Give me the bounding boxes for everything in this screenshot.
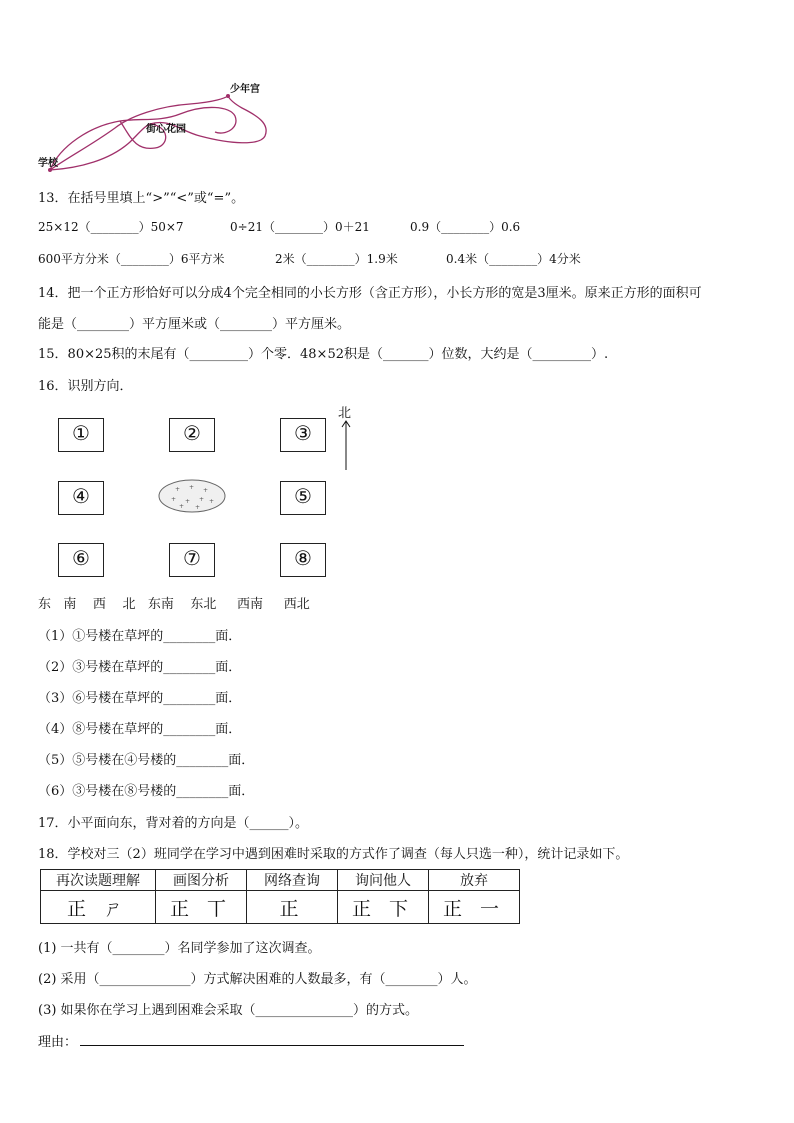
q13-r1-a: 25×12（________）50×7 [38, 220, 184, 234]
q15-text: 15．80×25积的末尾有（_________）个零．48×52积是（_______）位数，大约是（_________）. [38, 347, 609, 362]
north-arrow-icon [338, 418, 354, 472]
svg-text:+: + [203, 487, 209, 494]
q16-item-4: （4）⑧号楼在草坪的________面． [38, 722, 242, 737]
label-garden: 街心花园 [146, 124, 186, 135]
svg-text:+: + [189, 484, 195, 491]
tally-header: 网络查询 [247, 870, 338, 891]
q16-item-3: （3）⑥号楼在草坪的________面． [38, 691, 242, 706]
svg-text:+: + [171, 496, 177, 503]
tally-table [40, 869, 520, 924]
q18-title: 18．学校对三（2）班同学在学习中遇到困难时采取的方式作了调查（每人只选一种），统计记录如下。 [38, 847, 629, 862]
svg-text:+: + [195, 504, 201, 511]
building-8: ⑧ [280, 543, 326, 577]
building-6: ⑥ [58, 543, 104, 577]
q13-title: 13．在括号里填上“>”“<”或“=”。 [38, 191, 245, 206]
svg-text:+: + [175, 486, 181, 493]
q13-r2-c: 0.4米（________）4分米 [446, 252, 581, 266]
q13-r2-a: 600平方分米（________）6平方米 [38, 252, 225, 266]
building-1: ① [58, 418, 104, 452]
q13-r2-b: 2米（________）1.9米 [275, 252, 398, 266]
q13-r1-b: 0÷21（________）0＋21 [230, 220, 370, 234]
lawn-ellipse [157, 477, 227, 515]
q18-sub2: (2) 采用（______________）方式解决困难的人数最多，有（________）人。 [38, 972, 477, 987]
tally-cell: 正 [247, 891, 338, 924]
svg-text:+: + [209, 498, 215, 505]
tally-header: 画图分析 [156, 870, 247, 891]
building-5: ⑤ [280, 481, 326, 515]
q17-text: 17．小平面向东，背对着的方向是（______）。 [38, 816, 309, 831]
svg-text:+: + [199, 496, 205, 503]
q16-item-1: （1）①号楼在草坪的________面． [38, 629, 242, 644]
q18-sub3: (3) 如果你在学习上遇到困难会采取（_______________）的方式。 [38, 1003, 419, 1018]
svg-text:+: + [185, 498, 191, 505]
tally-header: 再次读题理解 [41, 870, 156, 891]
building-7: ⑦ [169, 543, 215, 577]
building-3: ③ [280, 418, 326, 452]
tally-header: 询问他人 [338, 870, 429, 891]
label-palace: 少年宫 [230, 84, 260, 95]
route-map-figure [30, 76, 280, 176]
q14-line1: 14．把一个正方形恰好可以分成4个完全相同的小长方形（含正方形），小长方形的宽是3厘米。原来正方形的面积可 [38, 286, 702, 301]
q16-item-6: （6）③号楼在⑧号楼的________面． [38, 784, 255, 799]
building-2: ② [169, 418, 215, 452]
q14-line2: 能是（________）平方厘米或（________）平方厘米。 [38, 317, 351, 332]
label-school: 学校 [38, 158, 58, 169]
q16-title: 16．识别方向． [38, 379, 133, 394]
q16-item-2: （2）③号楼在草坪的________面． [38, 660, 242, 675]
direction-options: 东 南 西 北 东南 东北 西南 西北 [38, 597, 310, 612]
tally-cell: 正 一 [429, 891, 520, 924]
reason-answer-line[interactable] [80, 1045, 464, 1046]
tally-header: 放弃 [429, 870, 520, 891]
tally-cell: 正 ㄕ [41, 891, 156, 924]
north-label: 北 [338, 406, 352, 421]
q16-item-5: （5）⑤号楼在④号楼的________面． [38, 753, 255, 768]
reason-label: 理由： [38, 1035, 78, 1050]
q18-sub1: (1) 一共有（________）名同学参加了这次调查。 [38, 941, 321, 956]
tally-cell: 正 丅 [156, 891, 247, 924]
svg-text:+: + [179, 503, 185, 510]
route-path-3 [50, 107, 236, 170]
tally-cell: 正 下 [338, 891, 429, 924]
building-4: ④ [58, 481, 104, 515]
q13-r1-c: 0.9（________）0.6 [410, 220, 521, 234]
